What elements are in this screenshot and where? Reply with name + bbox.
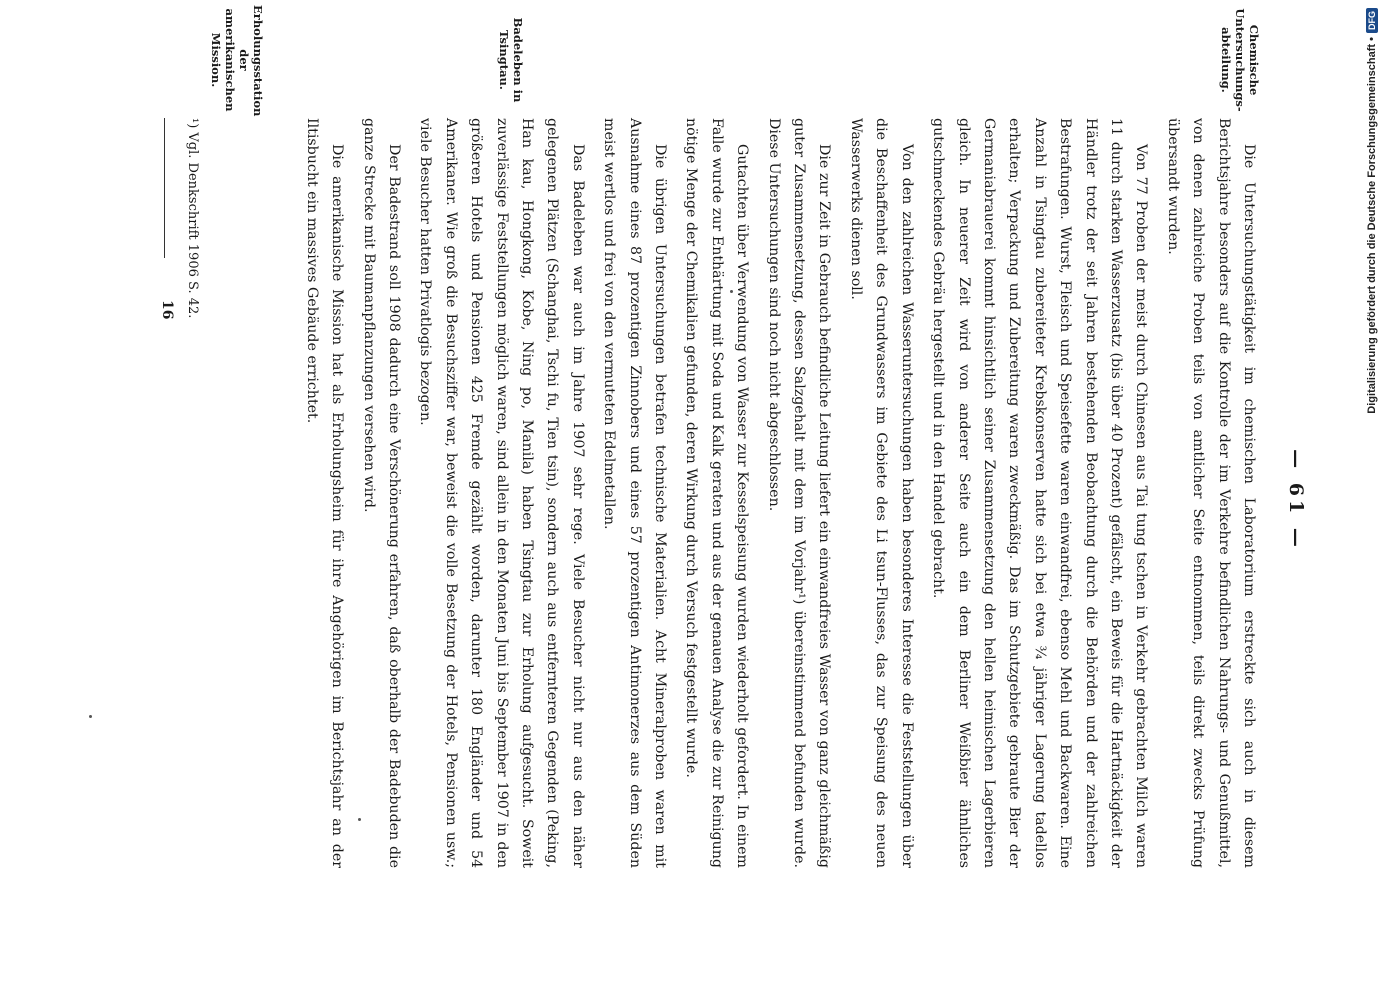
scan-speck xyxy=(730,290,733,293)
paragraph-mineral-samples: Die übrigen Untersuchungen betrafen technische Materialien. Acht Mineralproben waren mit Ausnahme eines 87 prozentigen Zinnobers und eines 57 prozentigen Antimonerzes aus dem Süden meist wertlos und frei von den vermuteten Edelmetallen. xyxy=(601,118,669,868)
footnote-divider xyxy=(164,118,165,258)
dfg-logo-icon: DFG xyxy=(1366,8,1378,33)
imprint-text: Digitalisierung gefördert durch die Deutsche Forschungsgemeinschaft • xyxy=(1366,37,1378,414)
paragraph-lab-activity: Die Untersuchungstätigkeit im chemischen Laboratorium erstreckte sich auch in diesem Berichtsjahre besonders auf die Kontrolle der im Verkehre befindlichen Nahrungs- und Genußmittel, von denen zahlreiche Proben teils von amtlicher Seite entnommen, teils direkt zwecks Prüfung übersandt wurden. xyxy=(1164,118,1257,868)
digitization-imprint xyxy=(1361,0,1383,1000)
page-header: — 61 — xyxy=(1285,449,1307,551)
paragraph-water-pipeline: Die zur Zeit in Gebrauch befindliche Leitung liefert ein einwandfreies Wasser von ganz gleichmäßig guter Zusammensetzung, dessen Salzgehalt mit dem im Vorjahr¹) übereinstimmend befunden wurde. Diese Untersuchungen sind noch nicht abgeschlossen. xyxy=(765,118,833,868)
paragraph-american-mission: Die amerikanische Mission hat als Erholungsheim für ihre Angehörigen im Berichtsjahr an der Iltisbucht ein massives Gebäude errichtet. xyxy=(303,118,346,868)
paragraph-water-tests: Von den zahlreichen Wasseruntersuchungen haben besonderes Interesse die Feststellungen über die Beschaffenheit des Grundwassers im Gebiete des Li tsun-Flusses, das zur Speisung des neuen Wasserwerks dienen soll. xyxy=(847,118,915,868)
page-number: 16 xyxy=(159,300,175,320)
margin-note-recreation-station: Erholungsstation der amerikanischen Mission. xyxy=(209,5,265,117)
margin-note-bathing: Badeleben in Tsingtau. xyxy=(497,17,525,103)
scan-speck xyxy=(89,715,92,718)
margin-note-chemical-department: Chemische Untersuchungs-abteilung. xyxy=(1219,8,1261,112)
footnote: ¹) Vgl. Denkschrift 1906 S. 42. xyxy=(185,118,200,319)
scan-speck xyxy=(358,818,361,821)
paragraph-bathing-life: Das Badeleben war auch im Jahre 1907 sehr rege. Viele Besucher nicht nur aus den näher gelegenen Plätzen (Schanghai, Tschi fu, Tien tsin), sondern auch aus entfernteren Gegenden (Peking, Han kau, Hongkong, Kobe, Ning po, Manila) haben Tsingtau zur Erholung aufgesucht. Soweit zuverlässige Feststellungen möglich waren, sind allein in den Monaten Juni bis September 1907 in den größeren Hotels und Pensionen 425 Fremde gezählt worden, darunter 180 Engländer und 54 Amerikaner. Wie groß die Besuchsziffer war, beweist die volle Besetzung der Hotels, Pensionen usw.; viele Besucher hatten Privatlogis bezogen. xyxy=(417,118,586,868)
body-text xyxy=(292,118,1261,868)
paragraph-milk-samples: Von 77 Proben der meist durch Chinesen aus Tai tung tschen in Verkehr gebrachten Milch waren 11 durch starken Wasserzusatz (bis über 40 Prozent) gefälscht, ein Beweis für die Hartnäckigkeit der Händler trotz der seit Jahren bestehenden Beobachtung durch die Behörden und der zahlreichen Bestrafungen. Wurst, Fleisch und Speisefette waren einwandfrei, ebenso Mehl und Backwaren. Eine Anzahl in Tsingtau zubereiteter Krebskonserven hatte sich bei etwa ¾ jähriger Lagerung tadellos erhalten; Verpackung und Zubereitung waren zweckmäßig. Das im Schutzgebiete gebraute Bier der Germaniabrauerei kommt hinsichtlich seiner Zusammensetzung den hellen heimischen Lagerbieren gleich. In neuerer Zeit wird von anderer Seite auch ein dem Berliner Weißbier ähnliches gutschmeckendes Gebräu hergestellt und in den Handel gebracht. xyxy=(930,118,1150,868)
paragraph-beach: Der Badestrand soll 1908 dadurch eine Verschönerung erfahren, daß oberhalb der Badebuden die ganze Strecke mit Baumanpflanzungen versehen wird. xyxy=(360,118,402,868)
paragraph-boiler-water: Gutachten über Verwendung von Wasser zur Kesselspeisung wurden wiederholt gefordert. In einem Falle wurde zur Enthärtung mit Soda und Kalk geraten und aus der genauen Analyse die zur Reinigung nötige Menge der Chemikalien gefunden, deren Wirkung durch Versuch festgestellt wurde. xyxy=(683,118,751,868)
